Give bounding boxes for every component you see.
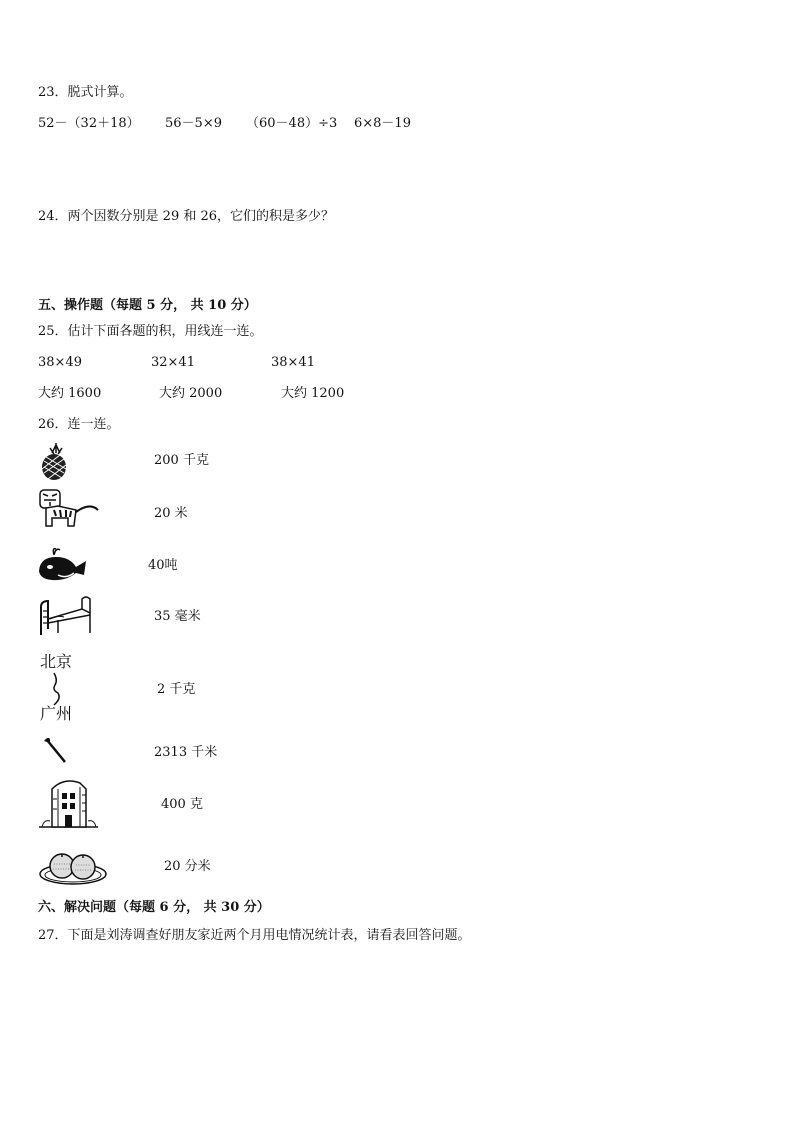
q26-value-4: 35 毫米 [154,609,201,624]
q27-question: 27．下面是刘涛调查好朋友家近两个月用电情况统计表，请看表回答问题。 [38,928,471,943]
section5-heading: 五、操作题（每题 5 分， 共 10 分） [38,298,257,313]
beijing-guangzhou-map-icon [46,672,76,706]
q26-value-3: 40吨 [148,558,178,573]
building-icon [38,775,100,829]
q25-product-2: 32×41 [151,355,195,370]
q23-expr-4: 6×8－19 [354,116,411,131]
pineapple-icon [38,443,74,481]
bed-icon [38,593,92,637]
map-label-guangzhou: 广州 [40,704,73,723]
q23-title: 23．脱式计算。 [38,85,133,100]
q26-value-8: 20 分米 [164,859,211,874]
q24-question: 24．两个因数分别是 29 和 26，它们的积是多少？ [38,209,335,224]
section6-heading: 六、解决问题（每题 6 分， 共 30 分） [38,900,270,915]
q25-estimate-2: 大约 2000 [159,386,223,401]
q26-value-7: 400 克 [161,797,203,812]
map-label-beijing: 北京 [40,652,73,671]
q26-value-5: 2 千克 [157,682,196,697]
q26-title: 26．连一连。 [38,417,120,432]
nail-icon [42,735,68,765]
tiger-icon [38,488,102,530]
q25-product-1: 38×49 [38,355,82,370]
q23-expr-3: （60－48）÷3 [246,116,338,131]
q23-expr-1: 52－（32＋18） [38,116,140,131]
q25-estimate-3: 大约 1200 [281,386,345,401]
q25-product-3: 38×41 [271,355,315,370]
oranges-plate-icon [38,848,108,886]
q23-expr-2: 56－5×9 [165,116,222,131]
q26-value-6: 2313 千米 [154,745,218,760]
q26-value-1: 200 千克 [154,453,209,468]
q25-title: 25．估计下面各题的积，用线连一连。 [38,324,263,339]
whale-icon [36,545,88,583]
q26-value-2: 20 米 [154,506,188,521]
q25-estimate-1: 大约 1600 [38,386,102,401]
